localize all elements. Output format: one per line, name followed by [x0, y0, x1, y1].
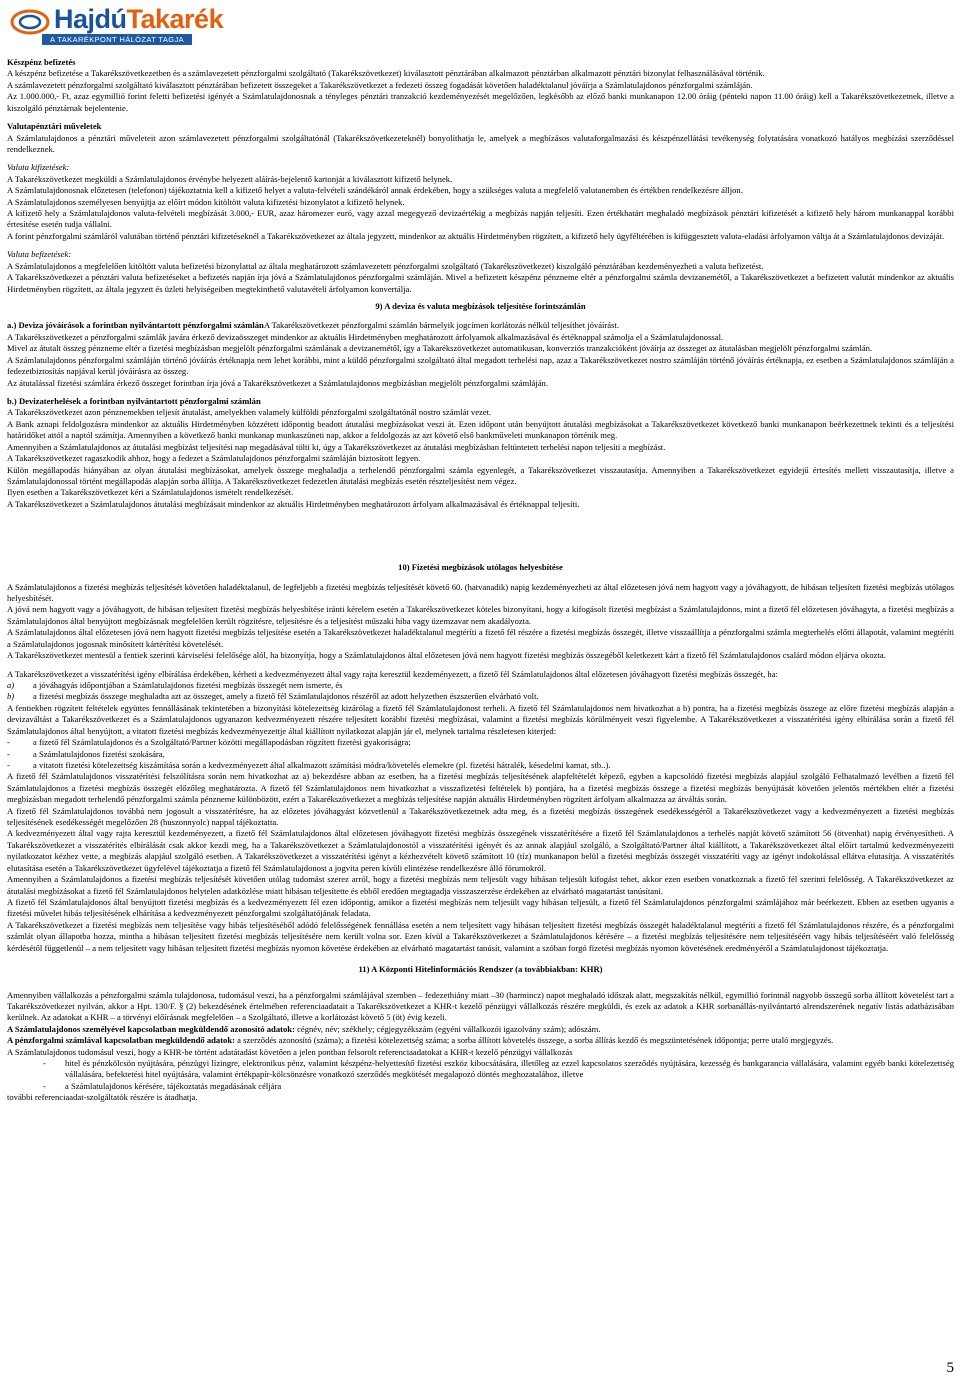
paragraph: A Számlatulajdonos személyével kapcsolatban megküldendő azonosító adatok: cégnév, név; székhely; cégjegyzékszám (egyéni vállalkozói igazolvány szám); adószám.: [7, 1023, 601, 1034]
paragraph: a.) Deviza jóváírások a forintban nyilvántartott pénzforgalmi számlánA Takarékszövetkezet pénzforgalmi számlán bármelyik jogcímen korlátozás nélkül teljesíthet jóváírást.: [7, 320, 619, 331]
logo-wordmark: HajdúTakarék: [54, 4, 224, 34]
paragraph: A kifizető hely a Számlatulajdonos valuta-felvételi megbízását 3.000,- EUR, azaz háromezer euró, vagy azzal megegyező devizaértékig a megbízás napján teljesíti. Ezen értékhatárt meghaladó megbízások pénztári kifizetését a kifizető hely három munkanappal korábbi értesítése esetén tudja vállalni.: [7, 208, 954, 230]
section-heading: Valutapénztári műveletek: [7, 121, 102, 132]
paragraph: Külön megállapodás hiányában az olyan átutalási megbízásokat, amelyek összege meghaladja a terhelendő pénzforgalmi számla egyenlegét, a Takarékszövetkezet visszautasítja. Amennyiben a Takarékszövetkezet egyidejű értesítés mellett visszautasítja, illetve a Számlatulajdonossal történt megállapodás alapján sorba állítja. A Takarékszövetkezet fedezetlen átutalási megbízás esetén részteljesítést nem végez.: [7, 464, 954, 486]
paragraph: A forint pénzforgalmi számláról valutában történő pénztári kifizetéseknél a Takarékszövetkezet az általa jegyzett, mindenkor az aktuális Hirdetményben rögzített, a kifizető hely ügyféltérében is kifüggesztett valuta-eladási árfolyamon váltja át a Számlatulajdonos devizáját.: [7, 230, 945, 241]
list-item: b) a fizetési megbízás összege meghaladta azt az összeget, amely a fizető fél Számlatulajdonos részéről az adott helyzetben észszerűen elvárható volt.: [7, 691, 539, 702]
paragraph: A Számlatulajdonos a pénztári műveleteit azon számlavezetett pénzforgalmi szolgáltatónál (Takarékszövetkezeteknél) bonyolíthatja le, amelyek a megbízásos valutaforgalmazási és készpénzellátási tevékenység folytatására vonatkozó hatályos megbízási szerződéssel rendelkeznek.: [7, 132, 954, 154]
paragraph: A Takarékszövetkezet azon pénznemekben teljesít átutalást, amelyekben valamely külföldi pénzforgalmi szolgáltatónál nostro számlát vezet.: [7, 407, 492, 418]
paragraph: A számlavezetett pénzforgalmi szolgáltató kiválasztott pénztárában befizetett összegeket a Takarékszövetkezet a fedezeti összeg fogadását követően haladéktalanul jóváírja a Számlatulajdonos pénzforgalmi számláján.: [7, 79, 753, 90]
paragraph: A Takarékszövetkezet megküldi a Számlatulajdonos érvénybe helyezett aláírás-bejelentő kartonját a kiválasztott kifizető helynek.: [7, 173, 453, 184]
paragraph: A kedvezményezett által vagy rajta keresztül kezdeményezett, a fizető fél Számlatulajdonos által előzetesen jóváhagyott fizetési megbízás összegének visszatérítésére a fizető fél Számlatulajdonos a terhelés napját követő számított 56 (ötvenhat) napig érvényesítheti. A Takarékszövetkezet a visszatérítés elbírálását csak akkor kezdi meg, ha a Takarékszövetkezet a Számlatulajdonostól a visszatérítési igényét és az annak alapjául szolgáló, a Szolgáltató/Partner által kiállított, a Takarékszövetkezet által előírt tartalmú kedvezményezetti nyilatkozatot kézhez vette, a megbízás alapjául szolgáló esetben. A Takarékszövetkezet a visszatérítési igényt a kézhezvételt követő számított 10 (tíz) munkanapon belül a fizetési megbízás összegét visszatéríti vagy az igényt indokolással ellátva elutasítja. A visszatérítés elutasítása esetén a Takarékszövetkezet ügyfelével tájékoztatja a fizető fél Számlatulajdonost a jogvita peren kívüli elintézése rendelkezésre álló fórumokról.: [7, 828, 954, 873]
paragraph: A jóvá nem hagyott vagy a jóváhagyott, de hibásan teljesített fizetési megbízás helyesbítése iránti kérelem esetén a Takarékszövetkezet köteles bizonyítani, hogy a kifogásolt fizetési megbízást a Számlatulajdonos, mint a fizető fél előzetesen jóváhagyta, a fizetési megbízás a Számlatulajdonos által benyújtott megbízásnak megfelelően került rögzítésre, teljesítésre és a teljesítést műszaki hiba vagy üzemzavar nem akadályozta.: [7, 604, 954, 626]
subheading: b.) Devizaterhelések a forintban nyilvántartott pénzforgalmi számlán: [7, 395, 261, 406]
paragraph: Amennyiben a Számlatulajdonos az átutalási megbízást teljesítési nap megadásával tölti ki, úgy a Takarékszövetkezet az átutalási megbízásban feltüntetett terhelési napon teljesíti a megbízást.: [7, 441, 666, 452]
section-title-10: 10) Fizetési megbízások utólagos helyesbítése: [398, 562, 563, 573]
list-item: - a fizető fél Számlatulajdonos és a Szolgáltató/Partner közötti megállapodásban rögzített fizetési gyakoriságra;: [7, 737, 411, 748]
paragraph: A Takarékszövetkezet a visszatérítési igény elbírálása érdekében, kérheti a kedvezményezett által vagy rajta keresztül kezdeményezett, a fizető fél Számlatulajdonos által előzetesen jóváhagyott fizetési megbízás összegét, ha:: [7, 668, 778, 679]
paragraph: A Takarékszövetkezet a fizetési megbízás nem teljesítése vagy hibás teljesítéséből adódó felelősségének fennállása esetén a nem teljesített vagy hibásan teljesített fizetési megbízás összegét haladéktalanul megtéríti a fizető fél Számlatulajdonos részére, és a pénzforgalmi számlát olyan állapotba hozza, mintha a hibásan teljesített fizetési megbízás teljesítésére nem került volna sor. Ezen kívül a Takarékszövetkezet a Számlatulajdonos kérésére – a fizetési megbízás teljesítésére nem teljesítéséért vagy hibás teljesítéséért való felelősség kérdésétől függetlenül – a nem teljesített vagy hibásan teljesített fizetési megbízás nyomon követése érdekében az elvárható magatartást tanúsít, valamint a szóban forgó fizetési megbízás nyomon követésének eredményéről a Számlatulajdonost tájékoztatja.: [7, 919, 954, 953]
section-title-9: 9) A deviza és valuta megbízások teljesítése forintszámlán: [375, 301, 586, 312]
page-number: 5: [946, 1360, 954, 1377]
paragraph: A pénzforgalmi számlával kapcsolatban megküldendő adatok: a szerződés azonosító (száma); a fizetési kötelezettség száma; a sorba állított követelés összege, a sorba állítás kezdő és megszüntetésének időpontja; perre utaló megjegyzés.: [7, 1035, 834, 1046]
paragraph: Az átutalással fizetési számlára érkező összeget forintban írja jóvá a Takarékszövetkezet a Számlatulajdonos megbízásban megjelölt pénzforgalmi számláján.: [7, 377, 548, 388]
paragraph: A Számlatulajdonosnak előzetesen (telefonon) tájékoztatnia kell a kifizető helyet a valuta-felvételi szándékáról annak érdekében, hogy a szükséges valuta a megfelelő valutanemben és értékben rendelkezésre álljon.: [7, 185, 743, 196]
list-item: - hitel és pénzkölcsön nyújtására, pénzügyi lízingre, elektronikus pénz, valamint készpénz-helyettesítő fizetési eszköz kibocsátására, illetőleg az ezzel kapcsolatos szerződés nyújtására, kezesség és bankgarancia vállalására, valamint egyéb banki kötelezettség vállalására, befektetési hitel nyújtására, valamint értékpapír-kölcsönzésre vonatkozó szerződés megkötését megalapozó döntés meghozatalához, illetve: [43, 1058, 954, 1080]
paragraph: Amennyiben a Számlatulajdonos a fizetési megbízás teljesítését követően utólag tudomást szerez arról, hogy a fizetési megbízás nem teljesült vagy hibásan teljesült kifogást tehet, akkor ezen esetben vonatkoznak a fizető fél szerinti felelősség. A Takarékszövetkezet az átutalási megbízásokat a fizető fél Számlatulajdonos helytelen adatközlése miatt hibásan teljesítette és ebből eredően megtagadja visszaszerzése érdekében az elvárható magatartást tanúsítani.: [7, 874, 954, 896]
section-heading: Készpénz befizetés: [7, 57, 76, 67]
paragraph: A Számlatulajdonos pénzforgalmi számláján történő jóváírás értéknapja nem lehet korábbi, mint a küldő pénzforgalmi szolgáltató által megadott terhelési nap, azaz a Takarékszövetkezet nostro számláján történő jóváírás értéknapja, ez esetben a Számlatulajdonos számláján a fedezetbiztosítás napjával kerül jóváírásra az összeg.: [7, 354, 954, 377]
subheading: Valuta kifizetések:: [7, 162, 70, 173]
paragraph: A készpénz befizetése a Takarékszövetkezetben és a számlavezetett pénzforgalmi szolgáltató (Takarékszövetkezet) kiválasztott pénztárában alkalmazott pénztárban alkalmazott pénztári bizonylat felhasználásával történik.: [7, 68, 765, 79]
paragraph: A fentiekben rögzített feltételek együttes fennállásának tekintetében a bizonyítási kötelezettség kizárólag a fizető fél Számlatulajdonost terheli. A fizető fél Számlatulajdonos nem hivatkozhat a b) pontra, ha a fizetési megbízás összege az előre fizetési megbízás alapján a devizaváltást a Takarékszövetkezet és a Számlatulajdonos ugyanazon kedvezményezett részére teljesített korábbi fizetési megbízásai, valamint a fizetési megbízás körülményeit veszi figyelembe. A Takarékszövetkezet a visszatérítési igény elbírálása során a fizető fél Számlatulajdonos által benyújtott, a vitatott fizetési megbízás kedvezményezettje által kiállított nyilatkozat alapján jár el, melynek tartalma részletesen kiterjed:: [7, 702, 954, 736]
paragraph: A fizető fél Számlatulajdonos visszatérítési felszólításra során nem hivatkozhat az a) bekezdésre abban az esetben, ha a fizetési megbízás teljesítésének alapfeltételét képező, egyben a kapcsolódó fizetési megbízás alapjául szolgáló Felhatalmazó levélben a fizető fél Számlatulajdonos a fizetési megbízás összegét előzőleg meghatározta. A fizető fél Számlatulajdonos nem hivatkozhat a visszafizetési feltételek b) pontjára, ha a fizetési megbízás összege a fizetési megbízás benyújtását követően jelentős mértékben eltér a fizetési megbízásban megadott terhelendő pénzforgalmi számla pénzneme különbözött, ezért a Takarékszövetkezet a megbízás teljesítése napján aktuális Hirdetményben rögzített árfolyam alkalmazza az átváltás során.: [7, 771, 954, 805]
paragraph: A Számlatulajdonos által előzetesen jóvá nem hagyott fizetési megbízás teljesítése esetén a Takarékszövetkezet haladéktalanul megtéríti a fizető fél részére a fizetési megbízás összegét, illetve visszaállítja a pénzforgalmi számla megterhelés előtti állapotát, valamint megtéríti a Számlatulajdonos jogosnak minősített kártérítési követelését.: [7, 627, 954, 649]
list-item: - a Számlatulajdonos fizetési szokására,: [7, 748, 165, 759]
list-item: - a Számlatulajdonos kérésére, tájékoztatás megadásának céljára: [43, 1080, 282, 1091]
section-title-11: 11) A Központi Hitelinformációs Rendszer (a továbbiakban: KHR): [358, 964, 603, 975]
paragraph: A fizető fél Számlatulajdonos továbbá nem jogosult a visszatérítésre, ha az előzetes jóváhagyást közvetlenül a Takarékszövetkezetnek adta meg, és a fizetési megbízás összegének esedékességéről a Takarékszövetkezet vagy a kedvezményezett a fizetési megbízás teljesítésének esedékességét megelőzően 28 (huszonnyolc) nappal tájékoztatta.: [7, 805, 954, 828]
document-body: [7, 57, 954, 1104]
paragraph: A Takarékszövetkezet a pénzforgalmi számlák javára érkező devizaösszeget mindenkor az aktuális Hirdetményben meghatározott árfolyamok alkalmazásával és értéknappal számolja el a Számlatulajdonossal.: [7, 331, 724, 342]
paragraph: Az 1.000.000,- Ft, azaz egymillió forint feletti befizetési igényét a Számlatulajdonosnak a tényleges pénztári tranzakció kezdeményezését megelőzően, legkésőbb az előző banki munkanapon 12.00 óráig (pénteki napon 11.00 óráig) kell a Takarékszövetkezetnek, illetve a kiszolgáló pénztárnak bejelentenie.: [7, 91, 954, 113]
paragraph: A Takarékszövetkezet a pénztári valuta befizetéseket a befizetés napján írja jóvá a Számlatulajdonos pénzforgalmi számláján. Mivel a befizetett készpénz pénzneme eltér a pénzforgalmi számla devizanemétől, a Takarékszövetkezet a befizetett valutát mindenkor az aktuális Hirdetményben rögzített, az általa jegyzett és üzleti helyiségeiben megtekinthető valutavételi árfolyamon konvertálja.: [7, 272, 954, 294]
paragraph: A Takarékszövetkezet ragaszkodik ahhoz, hogy a fedezet a Számlatulajdonos pénzforgalmi számláján biztosított legyen.: [7, 453, 421, 464]
logo: [8, 2, 248, 46]
paragraph: Amennyiben vállalkozás a pénzforgalmi számla tulajdonosa, tudomásul veszi, ha a pénzforgalmi számlájával szemben – fedezethiány miatt –30 (harmincz) napot meghaladó időszak alatt, megszakítás nélkül, egymillió forintnál nagyobb összegű sorba állított követelést tart a Takarékszövetkezet nyilván, akkor a Hpt. 130/F. § (2) bekezdésének értelmében referenciaadatait a Takarékszövetkezet a KHR-t kezelő pénzügyi vállalkozás részére megküldi, és ezek az adatok a KHR sorbanállás-nyilvántartó alrendszerének negatív listás adatbázisában kerülnek. Az adatokat a KHR – a törvényi előírásnak megfelelően – a Szolgáltató, illetve a korlátozást követő 5 (öt) évig kezeli.: [7, 989, 954, 1023]
list-item: a) a jóváhagyás időpontjában a Számlatulajdonos fizetési megbízás összegét nem ismerte, és: [7, 679, 343, 690]
paragraph: A fizető fél Számlatulajdonos által benyújtott fizetési megbízás és a kedvezményezett fél ezen időpontig, amikor a fizetési megbízás nem teljesült vagy hibásan teljesült, a fizető fél Számlatulajdonos pénzforgalmi számlájához már beérkezett. Ebben az esetben ugyanis a fizetési művelet hibás teljesítésének elhárítása a kedvezményezett pénzforgalmi szolgáltatójának feladata.: [7, 897, 954, 919]
ring-logo-icon: [10, 8, 50, 36]
paragraph: A Bank aznapi feldolgozásra mindenkor az aktuális Hirdetményben közzétett időpontig beadott átutalási megbízásokat veszi át. Ezen időpont után benyújtott átutalási megbízásokat a Takarékszövetkezet következő banki munkanapon beérkezettnek tekinti és a teljesítési határidőket attól a naptól számítja. Amennyiben a következő banki munkanap munkaszüneti nap, akkor a feldolgozás az azt követő első bankműveleti munkanapon történik meg.: [7, 418, 954, 441]
paragraph: A Számlatulajdonos személyesen benyújtja az előírt módon kitöltött valuta kifizetési bizonylatot a kifizető helynek.: [7, 196, 405, 207]
paragraph: Ilyen esetben a Takarékszövetkezet kéri a Számlatulajdonos ismételt rendelkezését.: [7, 487, 294, 498]
logo-tagline: A TAKARÉKPONT HÁLÓZAT TAGJA: [42, 34, 192, 45]
paragraph: A Számlatulajdonos a fizetési megbízás teljesítését követően haladéktalanul, de legfeljebb a fizetési megbízás teljesítését követő 60. (hatvanadik) napig kezdeményezheti az által előzetesen jóvá nem hagyott vagy a jóváhagyott, de hibásan teljesített fizetési megbízás utólagos helyesbítését.: [7, 581, 954, 604]
paragraph: A Takarékszövetkezet mentesül a fentiek szerinti kárviselési felelősége alól, ha bizonyítja, hogy a Számlatulajdonos által előzetesen jóvá nem hagyott fizetési megbízás összegéből keletkezett kárt a fizető fél Számlatulajdonos csalárd módon eljárva okozta.: [7, 650, 886, 661]
subheading: Valuta befizetések:: [7, 249, 72, 260]
list-item: - a vitatott fizetési kötelezettség kiszámítása során a kedvezményezett által alkalmazott számítási módra/követelés elemekre (pl. fizetési hátralék, késedelmi kamat, stb..).: [7, 759, 611, 770]
paragraph: A Számlatulajdonos tudomásul veszi, hogy a KHR-be történt adatátadást követően a jelen pontban felsorolt referenciaadatokat a KHR-t kezelő pénzügyi vállalkozás: [7, 1046, 573, 1057]
paragraph: további referenciaadat-szolgáltatók részére is átadhatja.: [7, 1092, 198, 1103]
paragraph: A Takarékszövetkezet a Számlatulajdonos átutalási megbízásait mindenkor az aktuális Hirdetményben meghatározott árfolyam alkalmazásával és értéknappal teljesíti.: [7, 498, 580, 509]
paragraph: Mivel az átutalt összeg pénzneme eltér a fizetési megbízásban megjelölt pénzforgalmi számlának a devizanemétől, így a Takarékszövetkezet automatikusan, konverziós tranzakcióként jóváírja az összeget az átutalásban megjelölt pénzforgalmi számlán.: [7, 343, 873, 354]
paragraph: A Számlatulajdonos a megfelelően kitöltött valuta befizetési bizonylattal az általa meghatározott számlavezetett pénzforgalmi szolgáltató (Takarékszövetkezet) kiszolgáló pénztárában kezdeményezheti a valuta befizetést.: [7, 260, 764, 271]
